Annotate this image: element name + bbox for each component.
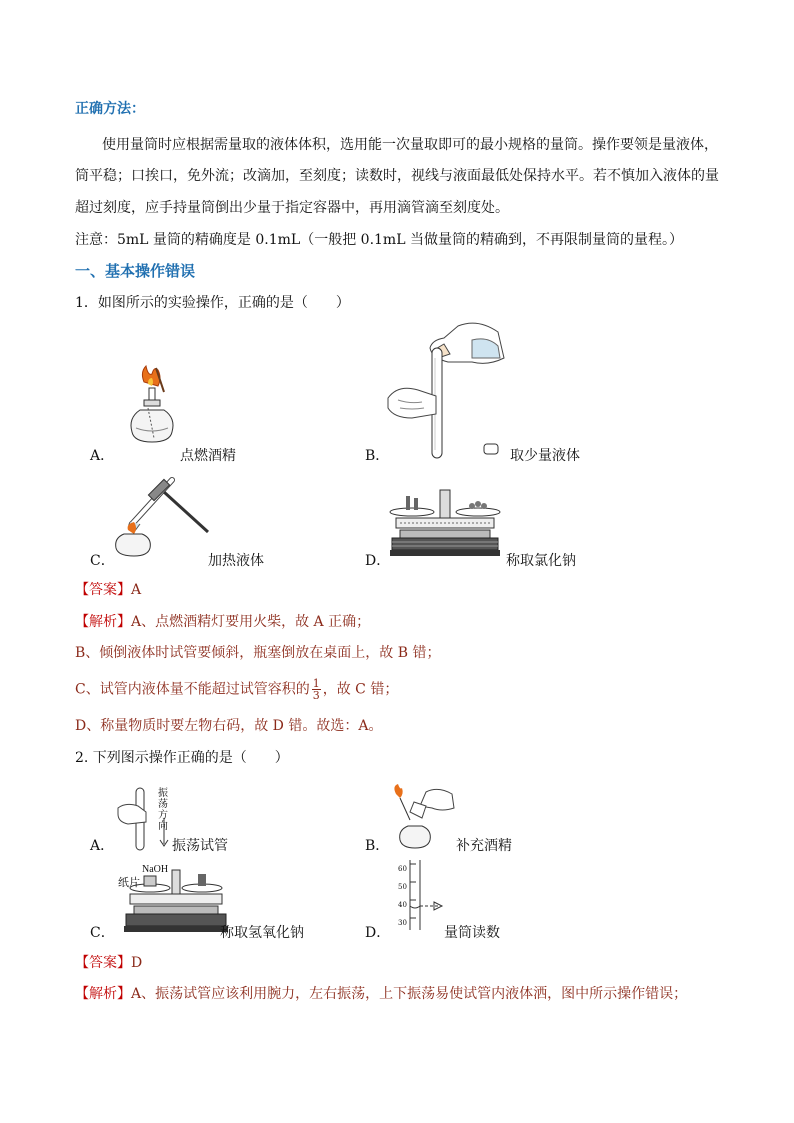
q1-fig-c-heating	[112, 472, 212, 562]
method-heading: 正确方法：	[75, 101, 145, 117]
section-title: 一、基本操作错误	[75, 262, 196, 280]
q2-option-b-letter: B．	[365, 838, 390, 854]
q1-option-c-letter: C．	[90, 553, 115, 569]
method-line-2: 筒平稳；口挨口，免外流；改滴加，至刻度；读数时，视线与液面最低处保持水平。若不慎加入液体的量	[75, 168, 719, 184]
q1-fig-b-pouring	[388, 318, 518, 463]
q2-option-b-label: 补充酒精	[456, 838, 512, 854]
q2-option-a-letter: A．	[90, 838, 115, 854]
method-line-3: 超过刻度，应手持量筒倒出少量于指定容器中，再用滴管滴至刻度处。	[75, 200, 509, 216]
q2-option-c-letter: C．	[90, 925, 115, 941]
q1-analysis-4: D、称量物质时要左物右码，故 D 错。故选：A。	[75, 718, 383, 734]
q1-fig-d-balance	[386, 488, 504, 564]
q2-fig-a-shaking	[118, 788, 178, 854]
q1-option-a-label: 点燃酒精	[180, 448, 236, 464]
q1-option-d-label: 称取氯化钠	[506, 553, 576, 569]
q1-analysis-3: C、试管内液体量不能超过试管容积的 $\frac{1}{3}$ ，故 C 错；	[75, 677, 399, 702]
q1-option-b-letter: B．	[365, 448, 390, 464]
q1-option-b-label: 取少量液体	[510, 448, 580, 464]
q1-analysis-2: B、倾倒液体时试管要倾斜，瓶塞倒放在桌面上，故 B 错；	[75, 645, 441, 661]
q1-fig-a-alcohol-lamp	[122, 372, 182, 460]
q1-option-a-letter: A．	[90, 448, 115, 464]
q2-fig-a-text: 振 荡 方 向	[158, 788, 168, 832]
q1-analysis-1: 【解析】A、点燃酒精灯要用火柴，故 A 正确；	[75, 614, 371, 630]
q2-fig-d-ticks: 60 50 40 30	[398, 865, 407, 927]
fraction-one-third: $\frac{1}{3}$	[312, 677, 320, 702]
q2-answer: 【答案】D	[75, 955, 143, 971]
q2-option-d-letter: D．	[365, 925, 391, 941]
q2-stem: 2. 下列图示操作正确的是（ ）	[75, 750, 289, 766]
q2-fig-c-naoh-label: NaOH	[142, 864, 169, 875]
q2-analysis: 【解析】A、振荡试管应该利用腕力，左右振荡，上下振荡易使试管内液体洒，图中所示操作错误；	[75, 986, 688, 1002]
q1-option-c-label: 加热液体	[208, 553, 264, 569]
q2-option-c-label: 称取氢氧化钠	[220, 925, 304, 941]
q2-option-d-label: 量筒读数	[444, 925, 500, 941]
q2-option-a-label: 振荡试管	[172, 838, 228, 854]
q1-stem: 1．如图所示的实验操作，正确的是（ ）	[75, 295, 350, 311]
q2-fig-b-refill	[390, 786, 460, 852]
method-note: 注意：5mL 量筒的精确度是 0.1mL（一般把 0.1mL 当做量筒的精确到，不再限制量筒的量程。）	[75, 232, 683, 248]
q1-option-d-letter: D．	[365, 553, 391, 569]
method-line-1: 使用量筒时应根据需量取的液体体积，选用能一次量取即可的最小规格的量筒。操作要领是量液体，	[102, 137, 718, 153]
q1-answer: 【答案】A	[75, 582, 142, 598]
q2-fig-c-paper-label: 纸片	[118, 876, 140, 889]
